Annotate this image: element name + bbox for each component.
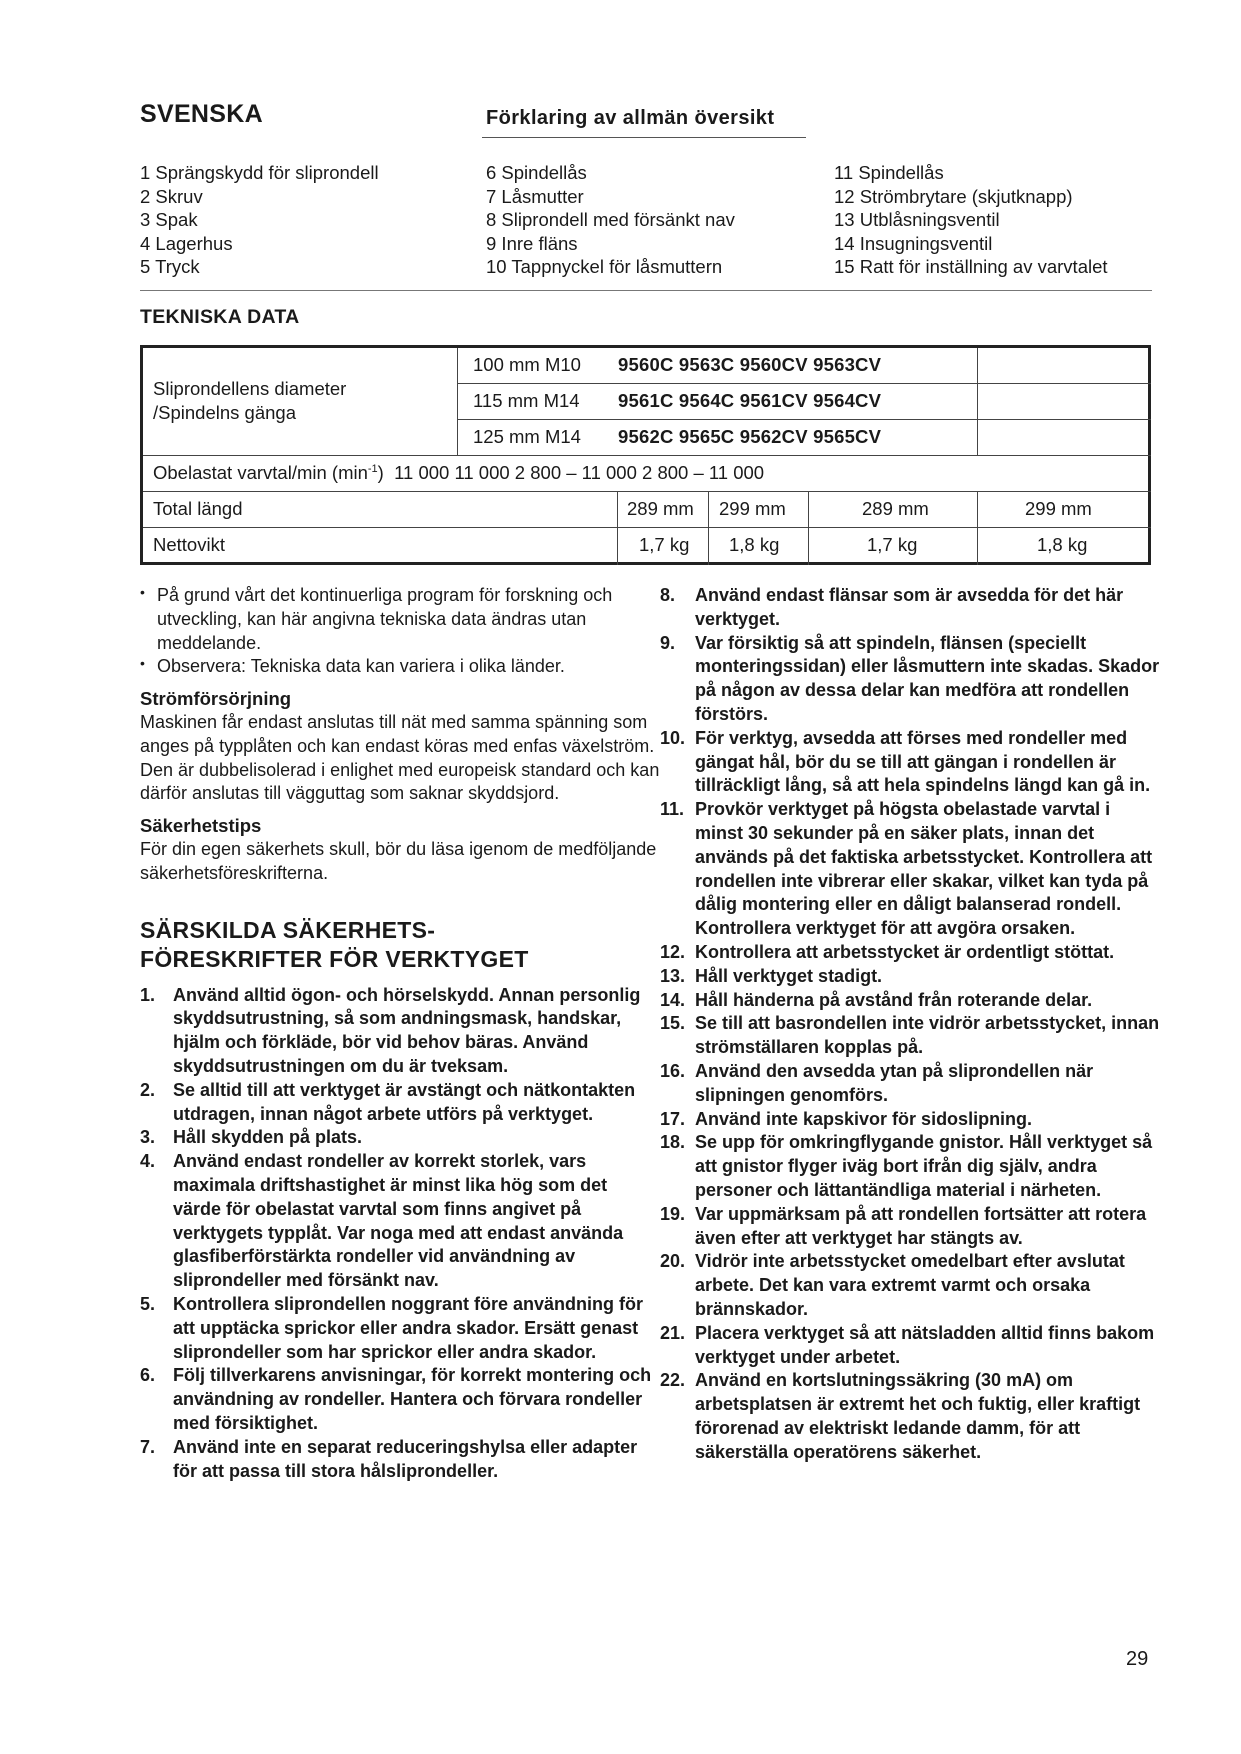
- rule-item: 18. Se upp för omkringflygande gnistor. Håll verktyget så att gnistor flyger iväg bort ifrån dig själv, andra personer och lättantändliga material i närheten.: [660, 1132, 1153, 1200]
- overview-underline: [482, 137, 806, 138]
- parts-list-col3: [834, 161, 1108, 279]
- rule-item: 4. Använd endast rondeller av korrekt storlek, vars maximala driftshastighet är minst lika hög som det värde för obelastat varvtal som finns angivet på verktygets typplåt. Var noga med att endast använda glasfiberförstärkta rondeller vid användning av sliprondeller med försänkt nav.: [140, 1151, 624, 1291]
- length-value: 299 mm: [719, 498, 786, 519]
- speed-row: [153, 462, 764, 484]
- part-item: 3 Spak: [140, 209, 198, 231]
- part-item: 8 Sliprondell med försänkt nav: [486, 209, 735, 231]
- speed-values: 11 000 11 000 2 800 – 11 000 2 800 – 11 000: [394, 462, 765, 483]
- rule-item: 14. Håll händerna på avstånd från roterande delar.: [660, 989, 1093, 1010]
- right-column: [660, 584, 1160, 1464]
- page-number: 29: [1126, 1648, 1149, 1670]
- part-item: 9 Inre fläns: [486, 232, 578, 254]
- speed-unit-sup: -1: [367, 462, 378, 475]
- rule-item: 7. Använd inte en separat reduceringshylsa eller adapter för att passa till stora hålsliprondeller.: [140, 1436, 638, 1481]
- part-item: 15 Ratt för inställning av varvtalet: [834, 256, 1108, 278]
- rule-item: 11. Provkör verktyget på högsta obelastade varvtal i minst 30 sekunder på en säker plats, innan det används på det faktiska arbetsstycket. Kontrollera att rondellen inte vibrerar eller skakar, vilket kan tyda på dålig montering eller en dåligt balanserad rondell. Kontrollera verktyget för att avgöra orsaken.: [660, 799, 1153, 939]
- note-item: • På grund vårt det kontinuerliga program för forskning och utveckling, kan här angivna tekniska data ändras utan meddelande.: [140, 584, 613, 653]
- special-rules-heading: SÄRSKILDA SÄKERHETS- FÖRESKRIFTER FÖR VERKTYGET: [140, 916, 529, 972]
- part-item: 7 Låsmutter: [486, 185, 584, 207]
- length-label: Total längd: [153, 498, 243, 519]
- part-item: 12 Strömbrytare (skjutknapp): [834, 185, 1073, 207]
- speed-label: Obelastat varvtal/min (min: [153, 462, 368, 483]
- rule-item: 9. Var försiktig så att spindeln, flänsen (speciellt monteringssidan) eller låsmuttern inte skadas. Skador på någon av dessa delar kan medföra att rondellen förstörs.: [660, 632, 1160, 724]
- safety-tips-heading: Säkerhetstips: [140, 815, 262, 837]
- rule-item: 20. Vidrör inte arbetsstycket omedelbart efter avslutat arbete. Det kan vara extremt varmt och orsaka brännskador.: [660, 1251, 1125, 1319]
- part-item: 11 Spindellås: [834, 162, 944, 183]
- size-cell: 115 mm M14: [473, 390, 580, 411]
- left-column: [140, 584, 660, 1483]
- rule-item: 10. För verktyg, avsedda att förses med rondeller med gängat hål, bör du se till att gängan i rondellen är tillräckligt lång, så att hela spindelns längd kan gå in.: [660, 727, 1151, 796]
- length-value: 289 mm: [627, 498, 694, 519]
- rule-item: 19. Var uppmärksam på att rondellen fortsätter att rotera även efter att verktyget har stängts av.: [660, 1203, 1147, 1248]
- rule-item: 22. Använd en kortslutningssäkring (30 mA) om arbetsplatsen är extremt het och fuktig, eller kraftigt förorenad av elektriskt ledande damm, för att säkerställa operatörens säkerhet.: [660, 1370, 1141, 1462]
- overview-title: Förklaring av allmän översikt: [486, 107, 775, 129]
- models-cell: 9561C 9564C 9561CV 9564CV: [618, 390, 882, 411]
- rule-item: 21. Placera verktyget så att nätsladden alltid finns bakom verktyget under arbetet.: [660, 1322, 1155, 1367]
- rule-item: 16. Använd den avsedda ytan på sliprondellen när slipningen genomförs.: [660, 1060, 1094, 1105]
- rule-item: 5. Kontrollera sliprondellen noggrant före användning för att upptäcka sprickor eller andra skador. Ersätt genast sliprondeller som har sprickor eller andra skador.: [140, 1293, 644, 1362]
- rule-item: 17. Använd inte kapskivor för sidoslipning.: [660, 1108, 1033, 1129]
- part-item: 6 Spindellås: [486, 162, 587, 183]
- parts-list-col1: [140, 161, 379, 279]
- models-cell: 9562C 9565C 9562CV 9565CV: [618, 426, 882, 447]
- section-divider: [140, 290, 1152, 291]
- part-item: 5 Tryck: [140, 256, 200, 278]
- size-cell: 125 mm M14: [473, 426, 581, 447]
- size-cell: 100 mm M10: [473, 354, 581, 375]
- rule-item: 1. Använd alltid ögon- och hörselskydd. Annan personlig skyddsutrustning, så som andningsmask, handskar, hjälm och förkläde, bör vid behov bäras. Använd skyddsutrustningen om du är tveksam.: [140, 984, 641, 1076]
- part-item: 10 Tappnyckel för låsmuttern: [486, 256, 723, 278]
- parts-list-col2: [486, 161, 735, 279]
- speed-label-end: ): [377, 462, 384, 483]
- diameter-label-2: /Spindelns gänga: [153, 402, 296, 423]
- power-heading: Strömförsörjning: [140, 688, 292, 710]
- rule-item: 13. Håll verktyget stadigt.: [660, 965, 883, 986]
- length-value: 289 mm: [862, 498, 929, 519]
- power-text: Maskinen får endast anslutas till nät med samma spänning som anges på typplåten och kan endast köras med enfas växelström. Den är dubbelisolerad i enlighet med europeisk standard och kan därför anslutas till vägguttag som saknar skyddsjord.: [140, 711, 660, 804]
- weight-value: 1,7 kg: [867, 534, 918, 555]
- diameter-label: Sliprondellens diameter: [153, 378, 347, 399]
- length-value: 299 mm: [1025, 498, 1092, 519]
- rule-item: 12. Kontrollera att arbetsstycket är ordentligt stöttat.: [660, 941, 1115, 962]
- rule-item: 3. Håll skydden på plats.: [140, 1127, 363, 1148]
- spec-table: [140, 345, 1151, 565]
- rule-item: 6. Följ tillverkarens anvisningar, för korrekt montering och användning av rondeller. Hantera och förvara rondeller med försiktighet.: [140, 1365, 652, 1433]
- part-item: 13 Utblåsningsventil: [834, 209, 1000, 231]
- part-item: 4 Lagerhus: [140, 232, 233, 254]
- weight-label: Nettovikt: [153, 534, 225, 555]
- models-cell: 9560C 9563C 9560CV 9563CV: [618, 354, 882, 375]
- weight-value: 1,8 kg: [1037, 534, 1088, 555]
- weight-value: 1,7 kg: [639, 534, 690, 555]
- part-item: 1 Sprängskydd för sliprondell: [140, 162, 379, 183]
- safety-tips-text: För din egen säkerhets skull, bör du läsa igenom de medföljande säkerhetsföreskrifterna.: [140, 838, 657, 883]
- rule-item: 2. Se alltid till att verktyget är avstängt och nätkontakten utdragen, innan något arbete utförs på verktyget.: [140, 1079, 636, 1124]
- part-item: 2 Skruv: [140, 185, 203, 207]
- part-item: 14 Insugningsventil: [834, 232, 993, 254]
- weight-value: 1,8 kg: [729, 534, 780, 555]
- language-heading: SVENSKA: [140, 100, 263, 128]
- tech-data-heading: TEKNISKA DATA: [140, 306, 300, 328]
- rule-item: 15. Se till att basrondellen inte vidrör arbetsstycket, innan strömställaren kopplas på.: [660, 1013, 1160, 1058]
- note-item: • Observera: Tekniska data kan variera i olika länder.: [140, 655, 565, 677]
- rule-item: 8. Använd endast flänsar som är avsedda för det här verktyget.: [660, 585, 1124, 629]
